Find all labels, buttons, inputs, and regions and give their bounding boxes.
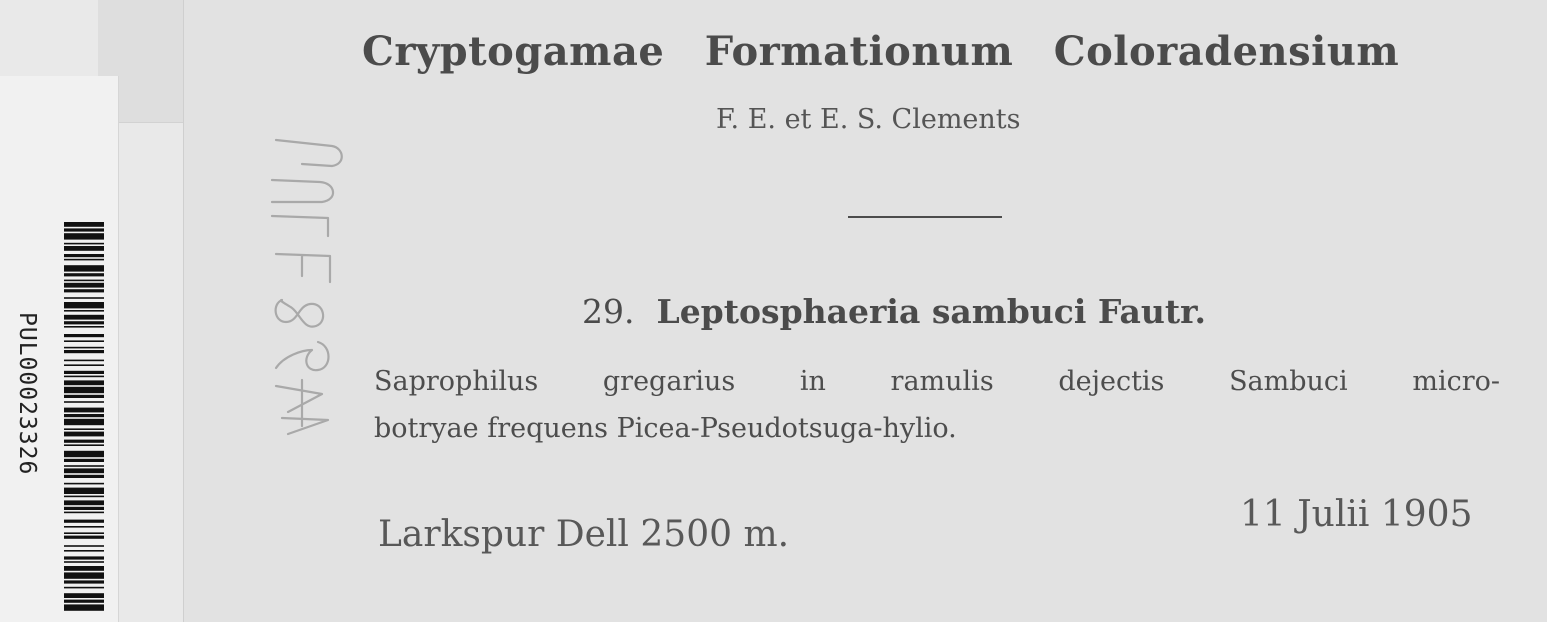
barcode-bar bbox=[64, 483, 104, 485]
barcode-bar bbox=[64, 254, 104, 257]
barcode-bar bbox=[64, 380, 104, 385]
barcode-bar bbox=[64, 604, 104, 610]
label-title: Cryptogamae Formationum Coloradensium bbox=[362, 28, 1400, 75]
barcode-bar bbox=[64, 600, 104, 603]
habitat-description bbox=[374, 358, 1500, 452]
species-heading bbox=[582, 292, 1206, 331]
species-name: Leptosphaeria sambuci Fautr. bbox=[656, 292, 1206, 331]
barcode-bar bbox=[64, 243, 104, 245]
barcode-bar bbox=[64, 536, 104, 539]
barcode-bar bbox=[64, 273, 104, 276]
barcode-bar bbox=[64, 395, 104, 398]
barcode-icon bbox=[64, 222, 104, 612]
barcode-bar bbox=[64, 507, 104, 510]
barcode-bar bbox=[64, 360, 104, 362]
barcode-bar bbox=[64, 326, 104, 328]
barcode-bar bbox=[64, 496, 104, 498]
barcode-bar bbox=[64, 465, 104, 467]
barcode-bar bbox=[64, 428, 104, 430]
barcode-bar bbox=[64, 376, 104, 378]
barcode-bar bbox=[64, 566, 104, 571]
barcode-bar bbox=[64, 265, 104, 271]
locality: Larkspur Dell 2500 m. bbox=[378, 514, 790, 555]
barcode-bar bbox=[64, 572, 104, 578]
barcode-bar bbox=[64, 532, 104, 534]
barcode-bar bbox=[64, 587, 104, 589]
barcode-number: PUL00023326 bbox=[14, 312, 40, 476]
barcode-bar bbox=[64, 414, 104, 417]
barcode-bar bbox=[64, 459, 104, 462]
barcode-bar bbox=[64, 419, 104, 425]
barcode-bar bbox=[64, 334, 104, 337]
barcode-bar bbox=[64, 350, 104, 353]
barcode-bar bbox=[64, 580, 104, 583]
barcode-bar bbox=[64, 289, 104, 292]
barcode-bar bbox=[64, 315, 104, 320]
collection-date: 11 Julii 1905 bbox=[1240, 494, 1473, 535]
barcode-bar bbox=[64, 500, 104, 505]
barcode-bar bbox=[64, 408, 104, 413]
barcode-bar bbox=[64, 561, 104, 563]
barcode-bar bbox=[64, 475, 104, 478]
barcode-bar bbox=[64, 246, 104, 251]
handwritten-accession-number bbox=[262, 136, 352, 436]
barcode-bar bbox=[64, 526, 104, 528]
barcode-bar bbox=[64, 222, 104, 227]
barcode-bar bbox=[64, 593, 104, 598]
barcode-bar bbox=[64, 556, 104, 559]
barcode-bar bbox=[64, 488, 104, 494]
collectors: F. E. et E. S. Clements bbox=[716, 104, 1021, 135]
barcode-bar bbox=[64, 468, 104, 473]
barcode-bar bbox=[64, 228, 104, 231]
barcode-bar bbox=[64, 340, 104, 342]
barcode-bar bbox=[64, 321, 104, 324]
barcode-bar bbox=[64, 233, 104, 239]
barcode-bar bbox=[64, 259, 104, 261]
barcode-bar bbox=[64, 545, 104, 547]
barcode-bar bbox=[64, 387, 104, 393]
description-line: Saprophilus gregarius in ramulis dejectis Sambuci micro- bbox=[374, 366, 1500, 397]
barcode-bar bbox=[64, 440, 104, 443]
barcode-bar bbox=[64, 371, 104, 374]
barcode-bar bbox=[64, 347, 104, 349]
barcode-bar bbox=[64, 550, 104, 552]
barcode-bar bbox=[64, 364, 104, 366]
barcode-bar bbox=[64, 302, 104, 308]
specimen-number: 29. bbox=[582, 292, 635, 331]
description-line: botryae frequens Picea-Pseudotsuga-hylio. bbox=[374, 413, 957, 444]
barcode-bar bbox=[64, 280, 104, 282]
barcode-bar bbox=[64, 283, 104, 288]
barcode-bar bbox=[64, 401, 104, 403]
divider-rule bbox=[848, 216, 1002, 218]
barcode-bar bbox=[64, 520, 104, 523]
barcode-label bbox=[0, 76, 118, 622]
barcode-bar bbox=[64, 297, 104, 299]
barcode-bar bbox=[64, 444, 104, 446]
barcode-bar bbox=[64, 512, 104, 514]
barcode-bar bbox=[64, 310, 104, 312]
barcode-bar bbox=[64, 451, 104, 457]
barcode-bar bbox=[64, 432, 104, 437]
